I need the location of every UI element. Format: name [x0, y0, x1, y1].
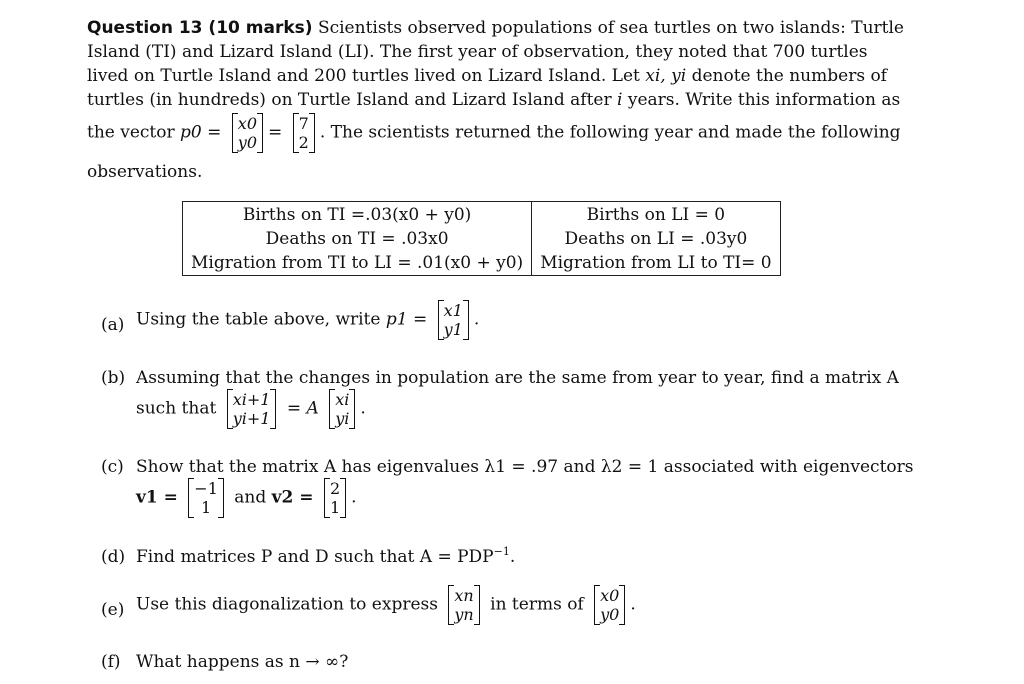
question-line-3-vars: xi, yi — [645, 66, 687, 86]
part-c-vectors: v1 = −1 1 and v2 = 2 1 . — [136, 479, 357, 517]
vector-xi1-yi1 — [227, 389, 277, 429]
vector-entry: yi — [335, 409, 350, 428]
part-b-equation: such that xi+1 yi+1 = A xi yi . — [136, 390, 366, 428]
vector-entry: 2 — [329, 479, 341, 498]
question-line-3-end: denote the numbers of — [691, 66, 887, 86]
vector-entry: yi+1 — [232, 409, 271, 428]
question-line-4-end: years. Write this information as — [627, 90, 901, 110]
births-ti: Births on TI =.03(x0 + y0) — [242, 205, 472, 225]
part-f-label: (f) — [101, 652, 121, 672]
vector-entry: −1 — [194, 479, 218, 498]
part-a-text: Using the table above, write — [136, 309, 381, 330]
p0-symbol: p0 — [180, 122, 202, 143]
vector-entry: 7 — [298, 114, 309, 133]
question-heading: Question 13 (10 marks) — [87, 18, 313, 38]
part-b-text: Assuming that the changes in population are the same from year to year, find a matrix A — [136, 368, 899, 388]
vector-entry: xi+1 — [232, 390, 271, 409]
part-a-label: (a) — [101, 315, 125, 335]
vector-xi-yi — [329, 389, 355, 429]
part-e-text-2: in terms of — [490, 594, 584, 615]
vector-v1 — [188, 478, 224, 518]
part-c-and: and — [234, 487, 267, 508]
part-e: Use this diagonalization to express xn yn in terms of x0 y0 . — [136, 586, 636, 624]
matrix-a-symbol: = A — [286, 398, 319, 419]
vector-entry: yn — [454, 605, 474, 624]
vector-entry: xi — [335, 390, 350, 409]
question-line-4 — [87, 88, 927, 112]
part-b-label: (b) — [101, 368, 126, 388]
p1-symbol: p1 = — [385, 309, 428, 330]
vector-v2 — [324, 478, 346, 518]
vector-entry: y1 — [443, 320, 463, 339]
question-line-1 — [87, 16, 927, 40]
part-e-label: (e) — [101, 600, 125, 620]
question-line-5: the vector p0 = x0 y0 = 7 2 . The scientists returned the following year and made the following — [87, 114, 901, 152]
question-line-1-text: Scientists observed populations of sea turtles on two islands: Turtle — [317, 18, 904, 38]
part-d-text: Find matrices P and D such that A = PDP — [136, 547, 494, 567]
question-line-5-end: . The scientists returned the following year and made the following — [319, 122, 901, 143]
vector-entry: x0 — [237, 114, 257, 133]
vector-entry: x1 — [443, 301, 463, 320]
vector-entry: 2 — [298, 133, 309, 152]
table-cell-ti — [183, 202, 532, 276]
vector-entry: y0 — [600, 605, 620, 624]
part-d-label: (d) — [101, 547, 126, 567]
part-a: Using the table above, write p1 = x1 y1 . — [136, 301, 480, 339]
vector-7-2 — [293, 113, 315, 153]
part-e-text: Use this diagonalization to express — [136, 594, 438, 615]
vector-entry: xn — [454, 586, 474, 605]
vector-entry: 1 — [200, 498, 212, 517]
part-c-text: Show that the matrix A has eigenvalues λ1 = .97 and λ2 = 1 associated with eigenvectors — [136, 457, 914, 477]
part-b-such-that: such that — [136, 398, 217, 419]
part-d: Find matrices P and D such that $A = PDP^{-1}$. — [136, 545, 516, 567]
vector-xn-yn — [448, 585, 479, 625]
vector-x0-y0 — [232, 113, 263, 153]
question-line-4-var: i — [617, 90, 623, 110]
question-line-3-text: lived on Turtle Island and 200 turtles lived on Lizard Island. Let — [87, 66, 640, 86]
vector-entry: 1 — [329, 498, 341, 517]
part-f-text: What happens as n → ∞? — [136, 652, 349, 672]
question-line-5-text: the vector — [87, 122, 175, 143]
migration-ti-li: Migration from TI to LI = .01(x0 + y0) — [191, 253, 524, 273]
observations-table — [182, 201, 781, 276]
question-line-3 — [87, 64, 927, 88]
question-line-4-text: turtles (in hundreds) on Turtle Island and Lizard Island after — [87, 90, 612, 110]
deaths-ti: Deaths on TI = .03x0 — [265, 229, 449, 249]
deaths-li: Deaths on LI = .03y0 — [564, 229, 748, 249]
births-li: Births on LI = 0 — [586, 205, 726, 225]
question-line-2: Island (TI) and Lizard Island (LI). The first year of observation, they noted that 700 turtles — [87, 42, 868, 62]
v2-symbol: v2 = — [271, 487, 314, 508]
v1-symbol: v1 = — [136, 487, 178, 508]
migration-li-ti: Migration from LI to TI= 0 — [540, 253, 772, 273]
vector-entry: y0 — [237, 133, 258, 152]
question-line-6: observations. — [87, 162, 203, 182]
vector-entry: x0 — [600, 586, 620, 605]
inverse-exponent: −1 — [493, 545, 510, 558]
vector-x1-y1 — [438, 300, 469, 340]
table-cell-li — [532, 202, 780, 276]
part-c-label: (c) — [101, 457, 124, 477]
table-row — [183, 202, 781, 276]
vector-x0-y0-e — [594, 585, 625, 625]
